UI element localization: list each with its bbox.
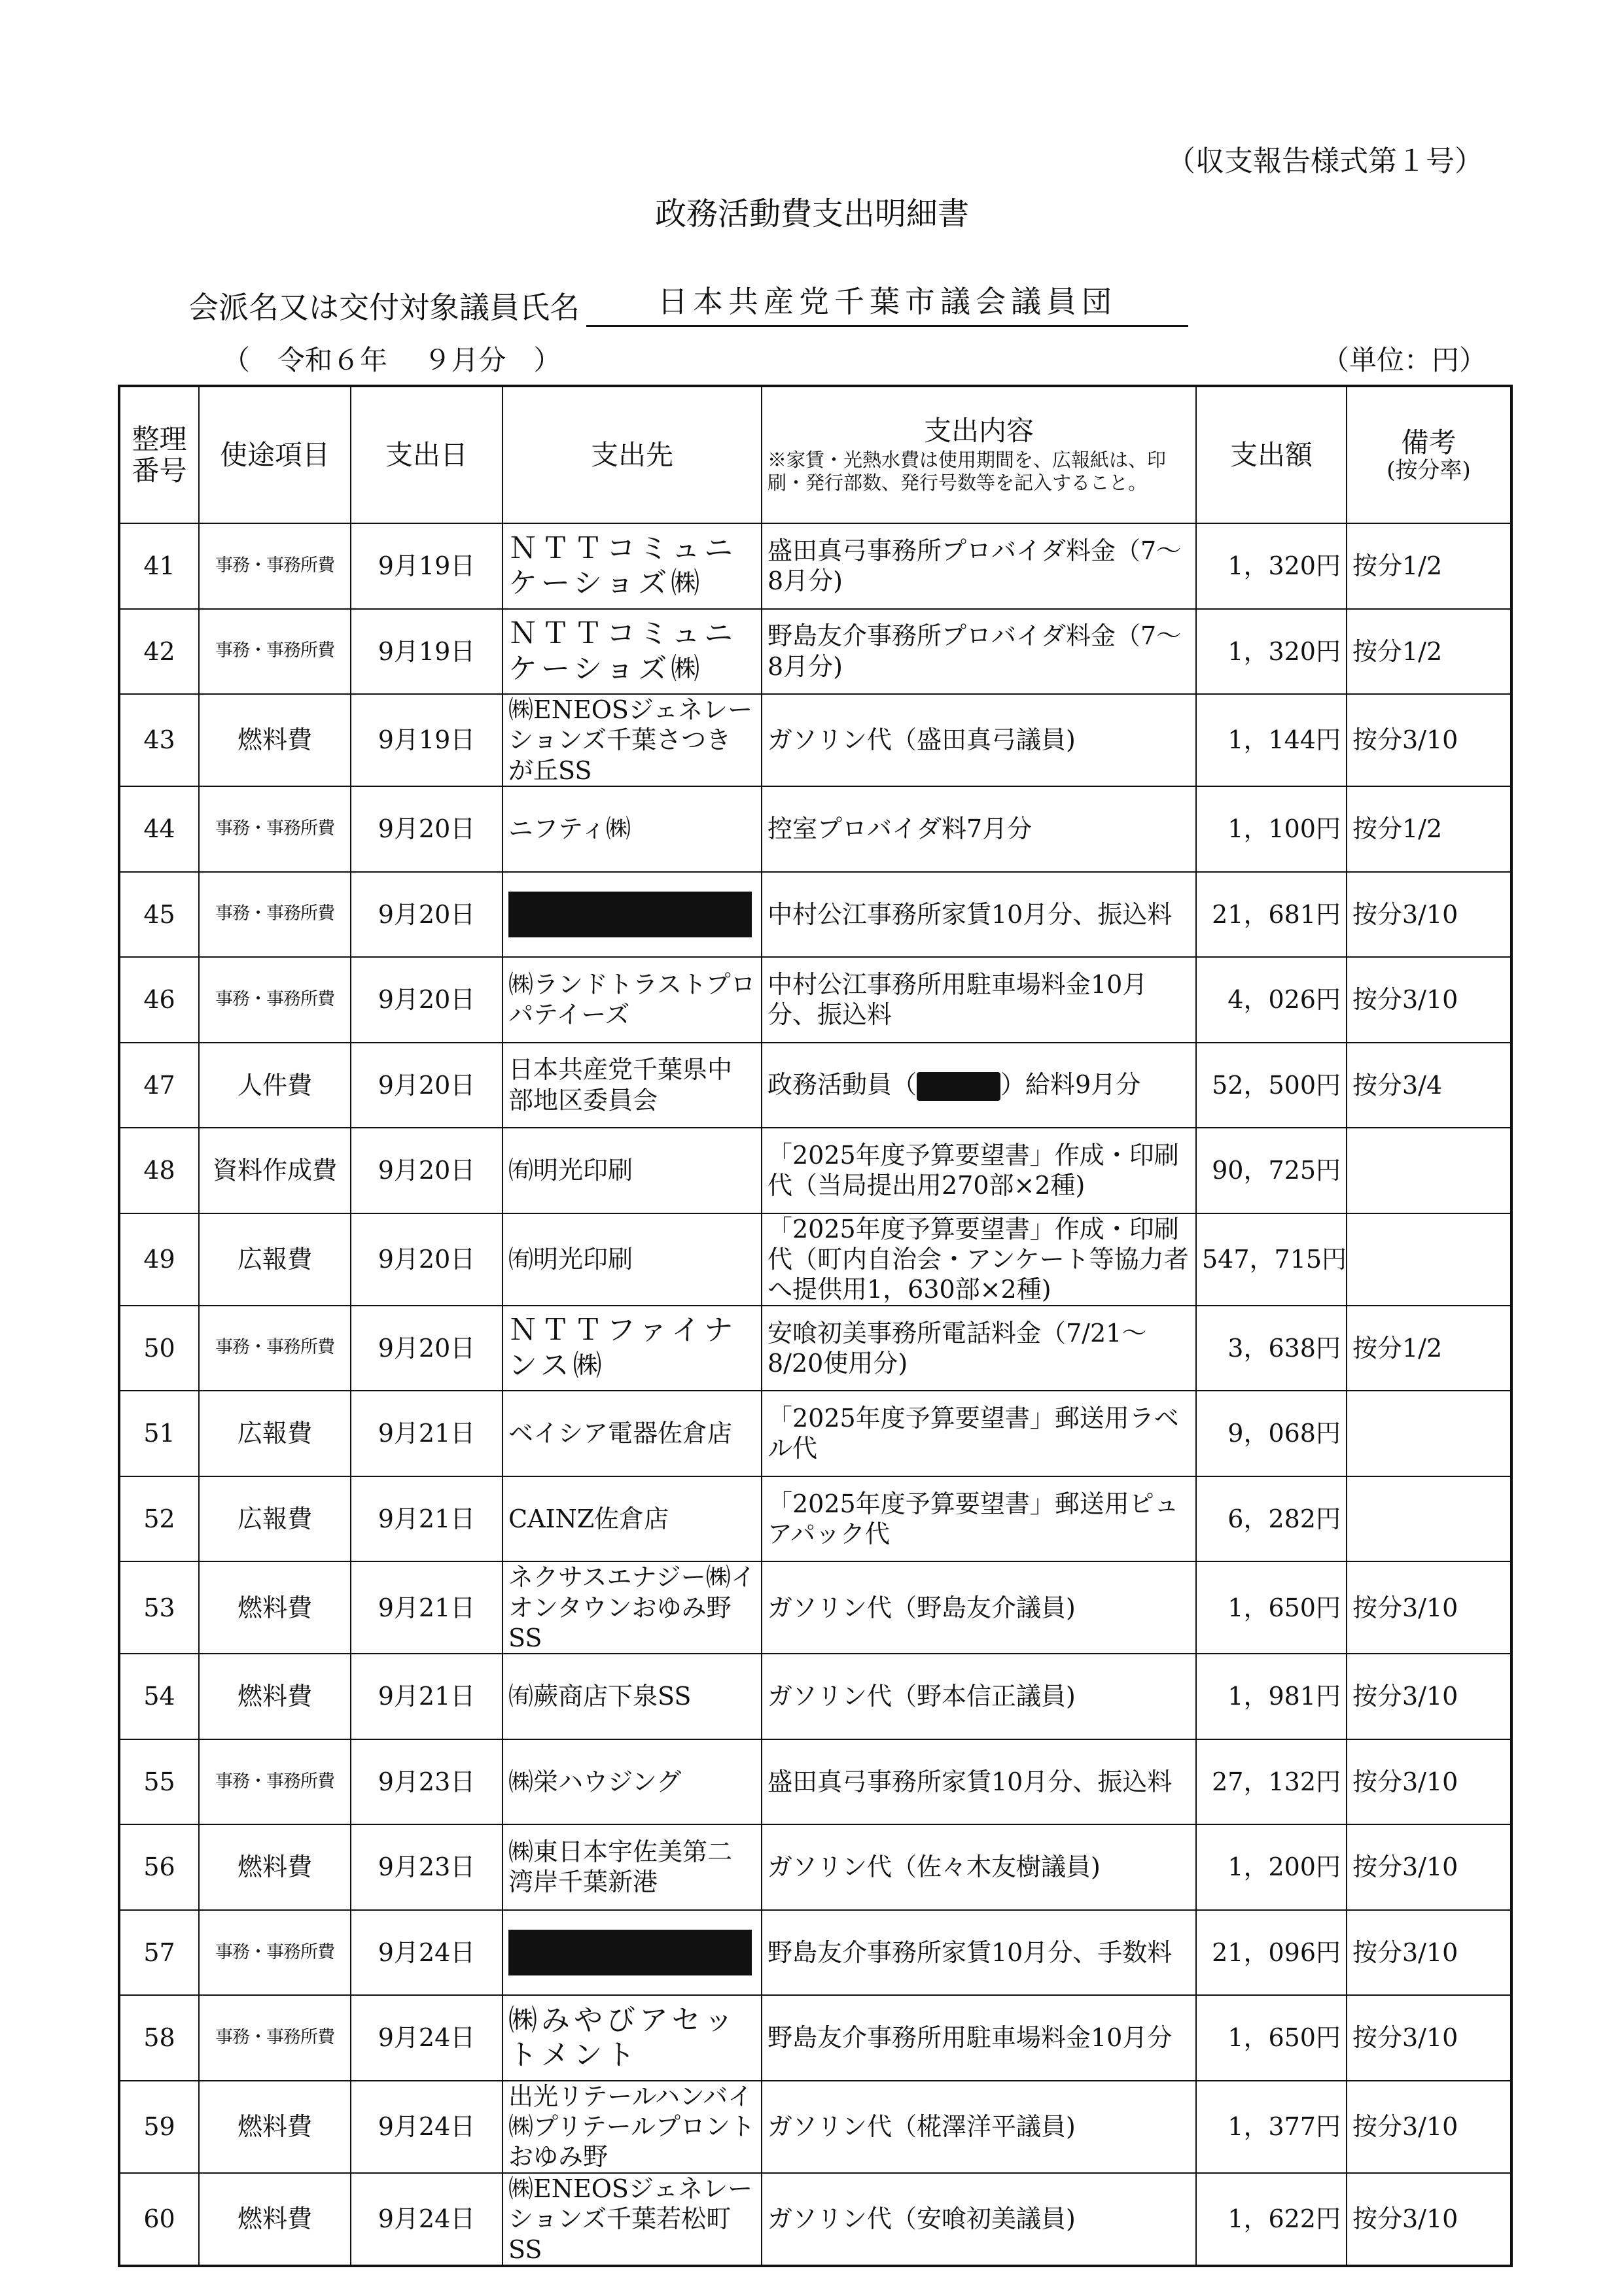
unit-label: （単位：円） (1321, 344, 1487, 376)
row-content: 「2025年度予算要望書」郵送用ピュアパック代 (762, 1476, 1196, 1562)
table-row (119, 1306, 1511, 1391)
table-row (119, 609, 1511, 695)
row-remarks: 按分3/10 (1347, 1561, 1511, 1654)
row-payee: ネクサスエナジー㈱イオンタウンおゆみ野SS (503, 1561, 762, 1654)
row-date: 9月20日 (351, 786, 503, 872)
row-remarks: 按分3/10 (1347, 957, 1511, 1043)
header-remarks-label: 備考 (1401, 426, 1456, 459)
row-number: 48 (119, 1128, 199, 1213)
row-content: ガソリン代（盛田真弓議員) (762, 694, 1196, 786)
row-date: 9月24日 (351, 2081, 503, 2173)
row-date: 9月20日 (351, 1306, 503, 1391)
row-category: 広報費 (199, 1213, 351, 1306)
header-payee: 支出先 (503, 386, 762, 523)
row-number: 56 (119, 1824, 199, 1910)
row-amount: 547，715円 (1196, 1213, 1347, 1306)
table-row (119, 1739, 1511, 1825)
expense-table (118, 385, 1513, 2267)
row-payee: ＮＴＴファイナンス㈱ (503, 1306, 762, 1391)
row-number: 57 (119, 1910, 199, 1996)
row-remarks: 按分3/10 (1347, 1995, 1511, 2081)
row-amount: 1，144円 (1196, 694, 1347, 786)
table-row (119, 1995, 1511, 2081)
row-amount: 1，320円 (1196, 523, 1347, 609)
table-row (119, 1128, 1511, 1213)
row-amount: 3，638円 (1196, 1306, 1347, 1391)
table-header-row (119, 386, 1511, 523)
row-number: 55 (119, 1739, 199, 1825)
row-payee (503, 872, 762, 958)
row-content: 中村公江事務所家賃10月分、振込料 (762, 872, 1196, 958)
row-number: 51 (119, 1391, 199, 1476)
table-row (119, 1476, 1511, 1562)
row-amount: 90，725円 (1196, 1128, 1347, 1213)
row-date: 9月21日 (351, 1391, 503, 1476)
header-remarks (1347, 386, 1511, 523)
table-row (119, 1824, 1511, 1910)
row-number: 41 (119, 523, 199, 609)
row-content (762, 1043, 1196, 1128)
row-payee: ＮＴＴコミュニケーショズ㈱ (503, 609, 762, 695)
row-remarks: 按分3/10 (1347, 2173, 1511, 2266)
row-category: 燃料費 (199, 1561, 351, 1654)
row-category: 事務・事務所費 (199, 1739, 351, 1825)
row-payee: ニフティ㈱ (503, 786, 762, 872)
row-category: 燃料費 (199, 2081, 351, 2173)
row-date: 9月23日 (351, 1739, 503, 1825)
row-number: 43 (119, 694, 199, 786)
row-date: 9月20日 (351, 872, 503, 958)
table-row (119, 2173, 1511, 2266)
row-content: ガソリン代（安喰初美議員) (762, 2173, 1196, 2266)
row-amount: 27，132円 (1196, 1739, 1347, 1825)
row-content: 盛田真弓事務所家賃10月分、振込料 (762, 1739, 1196, 1825)
row-number: 54 (119, 1654, 199, 1739)
row-date: 9月20日 (351, 1128, 503, 1213)
row-payee: ㈱みやびアセットメント (503, 1995, 762, 2081)
row-amount: 21，096円 (1196, 1910, 1347, 1996)
row-category: 燃料費 (199, 1824, 351, 1910)
table-row (119, 872, 1511, 958)
row-payee: ㈱東日本宇佐美第二湾岸千葉新港 (503, 1824, 762, 1910)
row-date: 9月21日 (351, 1561, 503, 1654)
row-remarks: 按分3/10 (1347, 694, 1511, 786)
row-category: 広報費 (199, 1391, 351, 1476)
row-payee: ㈱ENEOSジェネレーションズ千葉若松町SS (503, 2173, 762, 2266)
table-row (119, 1561, 1511, 1654)
row-content-suffix: ）給料9月分 (1000, 1070, 1141, 1099)
row-amount: 1，100円 (1196, 786, 1347, 872)
row-content: 野島友介事務所プロバイダ料金（7～8月分) (762, 609, 1196, 695)
row-remarks: 按分3/4 (1347, 1043, 1511, 1128)
row-content: ガソリン代（佐々木友樹議員) (762, 1824, 1196, 1910)
row-content: 安喰初美事務所電話料金（7/21～8/20使用分) (762, 1306, 1196, 1391)
row-remarks: 按分1/2 (1347, 786, 1511, 872)
row-payee: ㈱栄ハウジング (503, 1739, 762, 1825)
row-payee: CAINZ佐倉店 (503, 1476, 762, 1562)
row-number: 49 (119, 1213, 199, 1306)
row-content: 「2025年度予算要望書」郵送用ラベル代 (762, 1391, 1196, 1476)
row-amount: 9，068円 (1196, 1391, 1347, 1476)
row-number: 60 (119, 2173, 199, 2266)
row-number: 44 (119, 786, 199, 872)
row-number: 42 (119, 609, 199, 695)
row-content: ガソリン代（野島友介議員) (762, 1561, 1196, 1654)
row-amount: 1，981円 (1196, 1654, 1347, 1739)
row-remarks: 按分1/2 (1347, 1306, 1511, 1391)
row-category: 資料作成費 (199, 1128, 351, 1213)
form-number: （収支報告様式第１号） (1167, 145, 1483, 178)
header-remarks-sub: (按分率) (1386, 457, 1471, 483)
table-row (119, 786, 1511, 872)
row-category: 燃料費 (199, 1654, 351, 1739)
header-date: 支出日 (351, 386, 503, 523)
row-number: 53 (119, 1561, 199, 1654)
row-amount: 4，026円 (1196, 957, 1347, 1043)
table-row (119, 1043, 1511, 1128)
row-remarks: 按分3/10 (1347, 1910, 1511, 1996)
table-row (119, 2081, 1511, 2173)
row-date: 9月21日 (351, 1476, 503, 1562)
row-payee: ＮＴＴコミュニケーショズ㈱ (503, 523, 762, 609)
row-number: 45 (119, 872, 199, 958)
row-remarks (1347, 1128, 1511, 1213)
row-payee: ㈲明光印刷 (503, 1128, 762, 1213)
redacted-block (508, 1930, 752, 1975)
row-remarks: 按分3/10 (1347, 872, 1511, 958)
row-payee: 出光リテールハンバイ㈱プリテールプロントおゆみ野 (503, 2081, 762, 2173)
row-remarks (1347, 1213, 1511, 1306)
row-content: 控室プロバイダ料7月分 (762, 786, 1196, 872)
page-title: 政務活動費支出明細書 (654, 196, 969, 232)
row-payee: ㈱ENEOSジェネレーションズ千葉さつきが丘SS (503, 694, 762, 786)
row-date: 9月20日 (351, 957, 503, 1043)
row-content: 盛田真弓事務所プロバイダ料金（7～8月分) (762, 523, 1196, 609)
row-category: 事務・事務所費 (199, 872, 351, 958)
header-content (762, 386, 1196, 523)
row-remarks: 按分1/2 (1347, 523, 1511, 609)
row-content: 「2025年度予算要望書」作成・印刷代（当局提出用270部×2種) (762, 1128, 1196, 1213)
row-category: 燃料費 (199, 2173, 351, 2266)
row-payee: ㈱ランドトラストプロパテイーズ (503, 957, 762, 1043)
row-remarks: 按分1/2 (1347, 609, 1511, 695)
row-content-prefix: 政務活動員（ (768, 1070, 917, 1099)
row-remarks (1347, 1391, 1511, 1476)
table-row (119, 1213, 1511, 1306)
row-content: 野島友介事務所家賃10月分、手数料 (762, 1910, 1196, 1996)
row-amount: 1，320円 (1196, 609, 1347, 695)
row-category: 事務・事務所費 (199, 1306, 351, 1391)
row-content: 「2025年度予算要望書」作成・印刷代（町内自治会・アンケート等協力者へ提供用1，630部×2種) (762, 1213, 1196, 1306)
row-payee: ㈲明光印刷 (503, 1213, 762, 1306)
row-content: ガソリン代（野本信正議員) (762, 1654, 1196, 1739)
row-payee (503, 1910, 762, 1996)
row-amount: 52，500円 (1196, 1043, 1347, 1128)
row-amount: 1，200円 (1196, 1824, 1347, 1910)
table-row (119, 957, 1511, 1043)
row-number: 50 (119, 1306, 199, 1391)
party-label: 会派名又は交付対象議員氏名 (188, 290, 580, 325)
row-amount: 1，622円 (1196, 2173, 1347, 2266)
row-date: 9月20日 (351, 1213, 503, 1306)
table-row (119, 694, 1511, 786)
row-category: 事務・事務所費 (199, 523, 351, 609)
header-number: 整理番号 (119, 386, 199, 523)
row-remarks: 按分3/10 (1347, 1654, 1511, 1739)
row-content: 中村公江事務所用駐車場料金10月分、振込料 (762, 957, 1196, 1043)
row-date: 9月19日 (351, 523, 503, 609)
row-date: 9月19日 (351, 694, 503, 786)
header-content-label: 支出内容 (923, 415, 1034, 447)
row-amount: 6，282円 (1196, 1476, 1347, 1562)
table-row (119, 1910, 1511, 1996)
row-date: 9月23日 (351, 1824, 503, 1910)
row-category: 広報費 (199, 1476, 351, 1562)
row-category: 事務・事務所費 (199, 786, 351, 872)
row-payee: ㈲蕨商店下泉SS (503, 1654, 762, 1739)
row-content: 野島友介事務所用駐車場料金10月分 (762, 1995, 1196, 2081)
row-remarks: 按分3/10 (1347, 1824, 1511, 1910)
report-period: （ 令和６年 ９月分 ） (222, 344, 561, 376)
row-date: 9月20日 (351, 1043, 503, 1128)
row-remarks: 按分3/10 (1347, 1739, 1511, 1825)
row-remarks: 按分3/10 (1347, 2081, 1511, 2173)
row-remarks (1347, 1476, 1511, 1562)
row-payee: 日本共産党千葉県中部地区委員会 (503, 1043, 762, 1128)
party-name: 日本共産党千葉市議会議員団 (586, 278, 1188, 327)
redacted-block (508, 892, 752, 937)
row-category: 燃料費 (199, 694, 351, 786)
row-category: 事務・事務所費 (199, 1995, 351, 2081)
row-number: 59 (119, 2081, 199, 2173)
row-payee: ベイシア電器佐倉店 (503, 1391, 762, 1476)
row-date: 9月24日 (351, 1910, 503, 1996)
row-category: 事務・事務所費 (199, 957, 351, 1043)
row-category: 人件費 (199, 1043, 351, 1128)
row-number: 47 (119, 1043, 199, 1128)
table-row (119, 523, 1511, 609)
row-date: 9月21日 (351, 1654, 503, 1739)
header-category: 使途項目 (199, 386, 351, 523)
header-content-note: ※家賃・光熱水費は使用期間を、広報紙は、印刷・発行部数、発行号数等を記入すること。 (768, 449, 1167, 495)
row-date: 9月24日 (351, 2173, 503, 2266)
table-row (119, 1391, 1511, 1476)
table-row (119, 1654, 1511, 1739)
header-amount: 支出額 (1196, 386, 1347, 523)
row-number: 46 (119, 957, 199, 1043)
row-amount: 21，681円 (1196, 872, 1347, 958)
row-category: 事務・事務所費 (199, 1910, 351, 1996)
row-number: 52 (119, 1476, 199, 1562)
redacted-block (917, 1072, 1000, 1101)
row-number: 58 (119, 1995, 199, 2081)
row-category: 事務・事務所費 (199, 609, 351, 695)
row-date: 9月19日 (351, 609, 503, 695)
row-amount: 1，377円 (1196, 2081, 1347, 2173)
party-line (188, 278, 1188, 327)
row-amount: 1，650円 (1196, 1561, 1347, 1654)
row-amount: 1，650円 (1196, 1995, 1347, 2081)
row-content: ガソリン代（椛澤洋平議員) (762, 2081, 1196, 2173)
row-date: 9月24日 (351, 1995, 503, 2081)
